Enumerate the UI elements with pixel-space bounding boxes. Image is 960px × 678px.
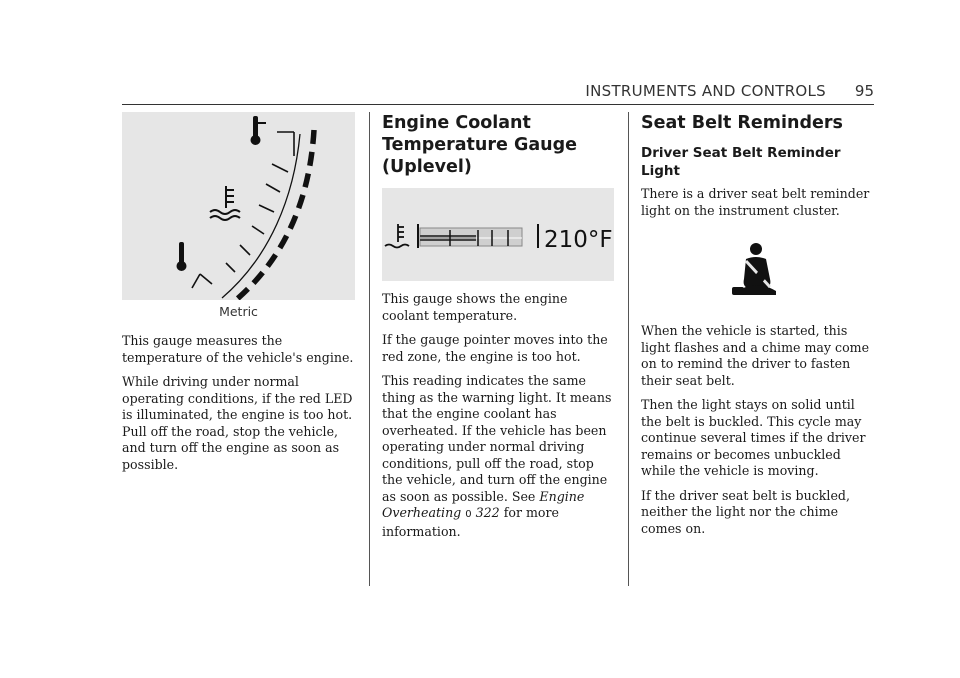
header-section-title: INSTRUMENTS AND CONTROLS xyxy=(585,82,826,100)
paragraph: This reading indicates the same thing as the warning light. It means that the engine coolant has overheated. If the vehicle has been operating under normal driving conditions, pull off the road, stop the vehicle, and turn off the engine as soon as possible. See Engine Overheating 0 322 for more information. xyxy=(382,373,612,539)
section-heading: Seat Belt Reminders xyxy=(641,113,843,133)
column-divider-2 xyxy=(628,112,629,586)
figure-caption: Metric xyxy=(219,304,258,319)
column-3 xyxy=(641,112,874,545)
column-2 xyxy=(382,112,614,548)
uplevel-gauge-figure xyxy=(382,188,614,281)
cross-reference-page[interactable]: 322 xyxy=(475,505,500,520)
page-header xyxy=(122,80,874,105)
paragraph: While driving under normal operating conditions, if the red LED is illuminated, the engine is too hot. Pull off the road, stop the vehicle, and turn off the engine as soon as possible. xyxy=(122,374,353,472)
column-divider-1 xyxy=(369,112,370,586)
paragraph: This gauge shows the engine coolant temperature. xyxy=(382,291,568,323)
paragraph: There is a driver seat belt reminder light on the instrument cluster. xyxy=(641,186,870,218)
coolant-temperature-icon xyxy=(210,186,240,220)
page-number: 95 xyxy=(854,82,874,100)
paragraph: This gauge measures the temperature of the vehicle's engine. xyxy=(122,333,354,365)
section-heading: Engine Coolant Temperature Gauge (Uplevel) xyxy=(382,113,577,177)
seat-belt-reminder-icon xyxy=(641,227,874,323)
seat-belt-icon-figure xyxy=(641,227,874,323)
metric-temperature-gauge-figure xyxy=(122,112,355,300)
thermometer-cold-icon xyxy=(177,242,187,271)
paragraph: If the driver seat belt is buckled, neither the light nor the chime comes on. xyxy=(641,487,850,536)
column-1 xyxy=(122,112,355,481)
page-ref-icon: 0 xyxy=(465,509,472,520)
coolant-temperature-icon xyxy=(385,224,409,248)
thermometer-hot-icon xyxy=(251,116,267,145)
gauge-readout: 210°F xyxy=(544,227,613,253)
temperature-gauge-illustration xyxy=(122,112,355,300)
paragraph: If the gauge pointer moves into the red zone, the engine is too hot. xyxy=(382,332,608,364)
subsection-heading: Driver Seat Belt Reminder Light xyxy=(641,145,841,179)
paragraph: Then the light stays on solid until the belt is buckled. This cycle may continue several times if the driver remains or becomes unbuckled while the vehicle is moving. xyxy=(641,397,866,478)
uplevel-coolant-gauge-illustration xyxy=(382,188,614,281)
cross-reference-link[interactable]: Engine Overheating xyxy=(382,488,585,520)
paragraph: When the vehicle is started, this light flashes and a chime may come on to remind the driver to fasten their seat belt. xyxy=(641,323,870,388)
